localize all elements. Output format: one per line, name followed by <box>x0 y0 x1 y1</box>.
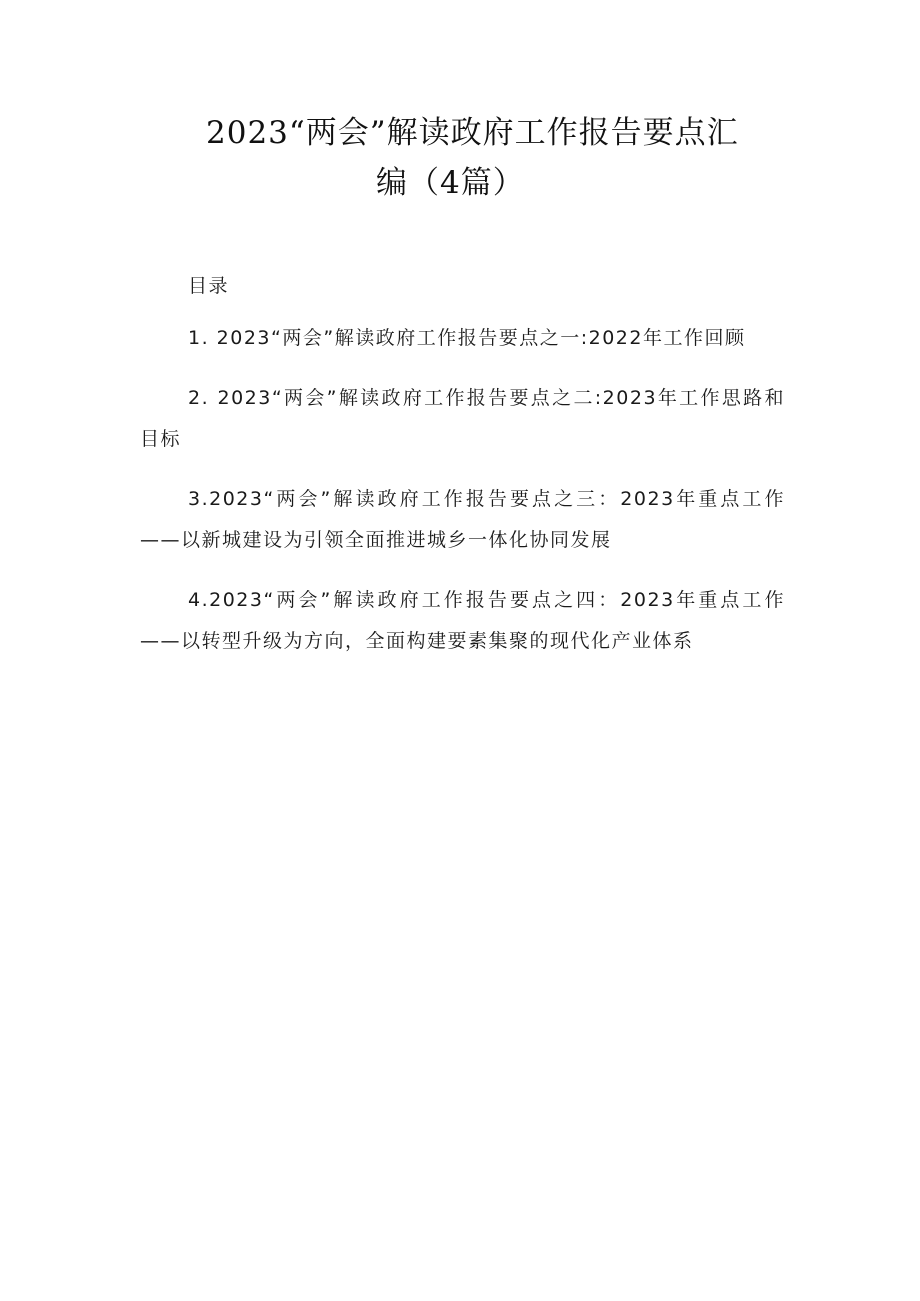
document-title-line-1: 2023“两会”解读政府工作报告要点汇 <box>206 115 739 151</box>
document-title-line-2: 编（4篇） <box>376 165 525 201</box>
toc-heading: 目录 <box>188 275 230 297</box>
toc-item-3: 3.2023“两会”解读政府工作报告要点之三：2023年重点工作——以新城建设为引领全面推进城乡一体化协同发展 <box>140 488 785 551</box>
toc-item-4: 4.2023“两会”解读政府工作报告要点之四：2023年重点工作——以转型升级为方向，全面构建要素集聚的现代化产业体系 <box>140 589 785 652</box>
toc-item-2: 2. 2023“两会”解读政府工作报告要点之二:2023年工作思路和目标 <box>140 387 785 450</box>
table-of-contents <box>140 266 785 681</box>
toc-item-1: 1. 2023“两会”解读政府工作报告要点之一:2022年工作回顾 <box>188 327 746 349</box>
document-title <box>140 108 780 208</box>
